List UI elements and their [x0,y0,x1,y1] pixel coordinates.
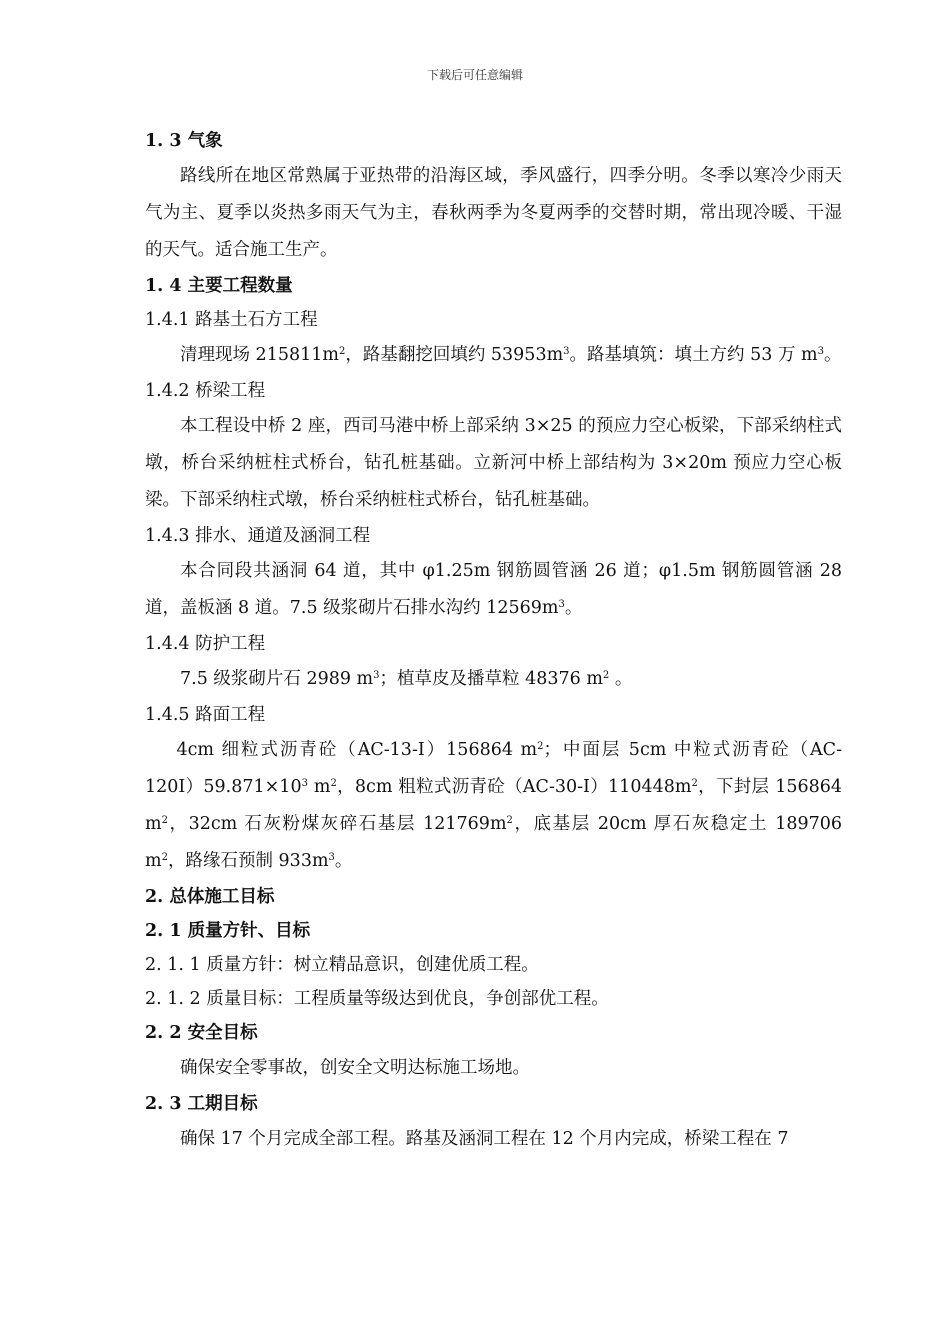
paragraph-protection: 7.5 级浆砌片石 2989 $m^3$；植草皮及播草粒 48376 $m^2$ 。 [180,669,633,689]
heading-1-4: 1. 4 主要工程数量 [145,276,293,296]
heading-1-4-3: 1.4.3 排水、通道及涵洞工程 [145,526,371,546]
heading-1-4-1: 1.4.1 路基土石方工程 [145,310,318,330]
paragraph-safety: 确保安全零事故，创安全文明达标施工场地。 [180,1058,530,1078]
document-body [145,124,842,1158]
paragraph-schedule: 确保 17 个月完成全部工程。路基及涵洞工程在 12 个月内完成，桥梁工程在 7 [180,1129,789,1149]
heading-1-4-4: 1.4.4 防护工程 [145,634,266,654]
line-2-1-2: 2. 1. 2 质量目标：工程质量等级达到优良，争创部优工程。 [145,989,609,1009]
paragraph-earthwork: 清理现场 $215811m^2$，路基翻挖回填约 $53953m^3$。路基填筑：填土方约 53 万 $m^3$。 [180,345,842,365]
heading-2-2: 2. 2 安全目标 [145,1023,258,1043]
page-header: 下载后可任意编辑 [426,68,523,82]
paragraph-pavement: 4cm 细粒式沥青砼（AC-13-I）156864 $m^2$；中面层 5cm 中粒式沥青砼$(AC-120I)59.871\times 10^3$ $m^2$，8cm 粗粒式沥青砼$(AC-30-I)110448m^2$，下封层 156864 $m^2$，32cm 石灰粉煤灰碎石基层 $121769m^2$，底基层 20cm 厚石灰稳定土 189706 $m^2$，路缘石预制 $933m^3$。 [145,740,843,871]
paragraph-climate: 路线所在地区常熟属于亚热带的沿海区域，季风盛行，四季分明。冬季以寒冷少雨天气为主、夏季以炎热多雨天气为主，春秋两季为冬夏两季的交替时期，常出现冷暖、干湿的天气。适合施工生产。 [145,166,842,260]
heading-1-3: 1. 3 气象 [145,131,223,151]
line-2-1-1: 2. 1. 1 质量方针：树立精品意识，创建优质工程。 [145,955,539,975]
heading-2-3: 2. 3 工期目标 [145,1094,258,1114]
paragraph-bridge: 本工程设中桥 2 座，西司马港中桥上部采纳 3×25 的预应力空心板梁，下部采纳柱式墩，桥台采纳桩柱式桥台，钻孔桩基础。立新河中桥上部结构为 3×20m 预应力空心板梁。下部采纳柱式墩，桥台采纳桩柱式桥台，钻孔桩基础。 [145,416,842,510]
heading-2-1: 2. 1 质量方针、目标 [145,921,311,941]
heading-2: 2. 总体施工目标 [145,887,275,907]
heading-1-4-5: 1.4.5 路面工程 [145,705,266,725]
heading-1-4-2: 1.4.2 桥梁工程 [145,381,266,401]
paragraph-drainage: 本合同段共涵洞 64 道，其中 φ1.25m 钢筋圆管涵 26 道；φ1.5m 钢筋圆管涵 28 道，盖板涵 8 道。7.5 级浆砌片石排水沟约 $12569m^3$。 [145,561,842,618]
